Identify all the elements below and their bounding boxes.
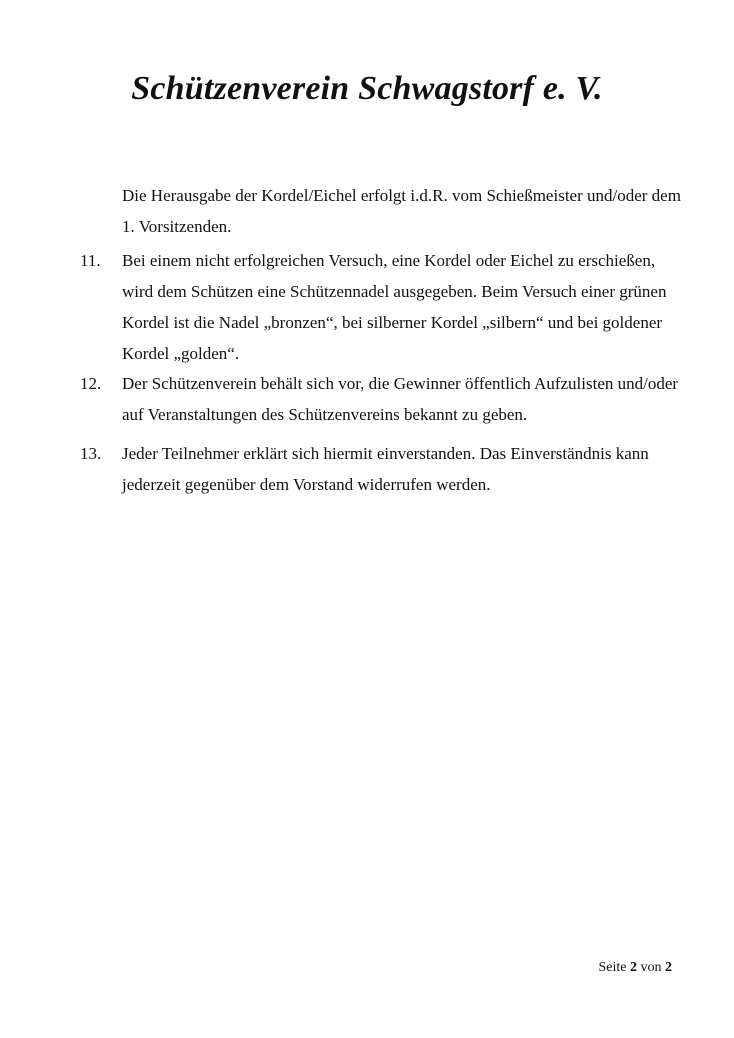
item-number: 12. (80, 374, 102, 393)
document-title: Schützenverein Schwagstorf e. V. (131, 69, 603, 107)
total-page-number: 2 (665, 960, 672, 975)
current-page-number: 2 (630, 960, 637, 975)
item-text: Der Schützenverein behält sich vor, die Gewinner öffentlich Aufzulisten und/oder auf Veranstaltungen des Schützenvereins bekannt zu geben. (122, 374, 679, 424)
item-text: Jeder Teilnehmer erklärt sich hiermit einverstanden. Das Einverständnis kann jederzeit gegenüber dem Vorstand widerrufen werden. (122, 444, 649, 494)
item-number: 13. (80, 444, 102, 463)
page-separator: von (640, 960, 662, 975)
item-number: 11. (80, 251, 101, 270)
continued-paragraph: Die Herausgabe der Kordel/Eichel erfolgt i.d.R. vom Schießmeister und/oder dem 1. Vorsitzenden. (122, 186, 681, 236)
page-prefix: Seite (598, 960, 627, 975)
page-footer (599, 958, 673, 978)
item-text: Bei einem nicht erfolgreichen Versuch, eine Kordel oder Eichel zu erschießen, wird dem Schützen eine Schützennadel ausgegeben. Beim Versuch einer grünen Kordel ist die Nadel „bronzen“, bei silberner Kordel „silbern“ und bei goldener Kordel „golden“. (122, 251, 667, 363)
